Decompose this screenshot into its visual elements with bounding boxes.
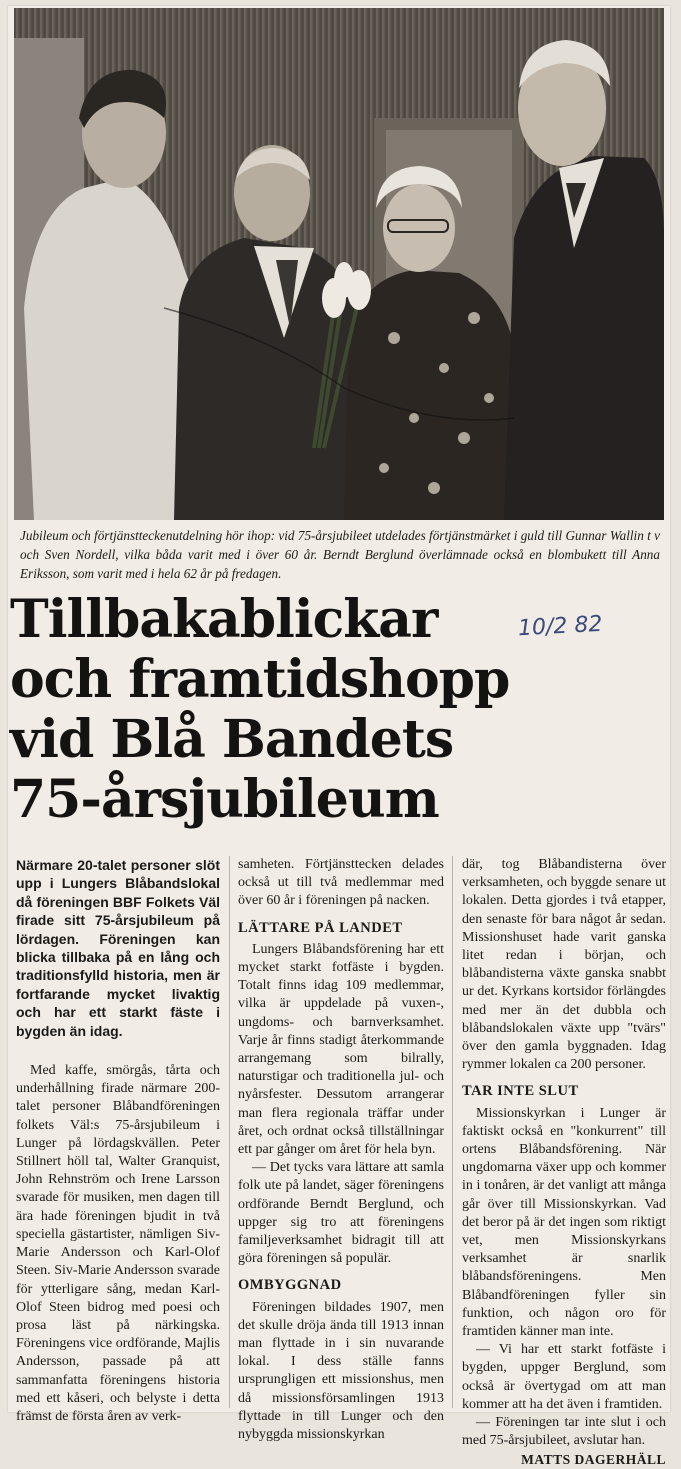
headline-line-3: vid Blå Bandets [10,709,454,770]
byline: MATTS DAGERHÄLL [521,1451,666,1467]
headline-line-1: Tillbakablickar [10,589,438,650]
body-paragraph: Föreningen bildades 1907, men det skulle dröja ända till 1913 innan man flyttade in i sin nuvarande lokal. I dess ställe fanns ursprungligen ett missionshus, men då missionsförsamlingen 1913 flyttade in till Lunger och den nybyggda missionskyrkan [238,1299,444,1443]
body-paragraph: Lungers Blåbandsförening har ett mycket starkt fotfäste i bygden. Totalt finns idag 109 medlemmar, vilka är uppdelade på vuxen-, ungdoms- och barnverksamhet. Varje år finns stadigt återkommande arrangemang som bilrally, naturstigar och traditionella jul- och nyårsfester. Dessutom arrangerar man flera regionala träffar under året, och ordnat också tillställningar ett par gånger om året för hela byn. [238,941,444,1158]
body-paragraph: — Det tycks vara lättare att samla folk ute på landet, säger föreningens ordförande Berndt Berglund, och uppger sig tro att föreningens familjeverksamhet bidragit till att göra föreningen så populär. [238,1160,444,1267]
body-paragraph: samheten. Förtjänsttecken delades också ut till två medlemmar med över 60 år i föreningen på nacken. [238,857,444,909]
body-paragraph: Missionskyrkan i Lunger är faktiskt också en "konkurrent" till ortens Blåbandsförening. När ungdomarna växer upp och kommer in i tonåren, är det vanligt att många går över till Missionskyrkan. Vad det beror på är det ingen som riktigt vet, men Missionskyrkans verksamhet är snarlik blåbandsföreningens. Men Blåbandföreningen fyller sin funktion, och någon oro för framtiden känner man inte. [462,1105,666,1340]
newspaper-clipping [8,6,670,1467]
column-divider [229,856,230,1408]
lead-paragraph: Närmare 20-talet personer slöt upp i Lungers Blåbandslokal då föreningen BBF Folkets Väl firade sitt 75-årsjubileum på lördagen. Föreningen kan blicka tillbaka på en lång och traditionsfylld historia, men är fortfarande mycket livaktig och har ett starkt fäste i bygden än idag. [16,857,220,1039]
body-paragraph: Med kaffe, smörgås, tårta och underhållning firade närmare 200-talet personer Blåbandföreningen folkets Väl:s 75-årsjubileum i Lunger på lördagskvällen. Peter Stillnert höll tal, Walter Granquist, John Rehnström och Irene Larsson svarade för musiken, men dagen till ära hade föreningen bjudit in två speciella gästartister, nämligen Siv-Marie Andersson och Karl-Olof Steen. Siv-Marie Andersson svarade för ytterligare sång, medan Karl-Olof Steen bidrog med poesi och prosa läst på närkingska. Föreningens vice ordförande, Majlis Andersson, passade på att sammanfatta föreningens historia med ett kåseri, och belyste i detta främst de första åren av verk- [16,1063,220,1424]
headline-line-4: 75-årsjubileum [10,769,439,830]
news-photo [14,8,664,520]
column-3 [462,856,666,1469]
body-paragraph: där, tog Blåbandisterna över verksamheten, och byggde senare ut lokalen. Detta gjordes i två etapper, den senaste för bara något år sedan. Missionshuset hade varit ganska litet redan i början, och blåbandisterna växte ganska snabbt ur det. Kyrkans kortsidor förlängdes med mer än det dubbla och blåbandslokalen växte upp "tvärs" över den gamla byggnaden. Idag rymmer lokalen ca 200 personer. [462,857,666,1073]
column-1 [16,856,220,1426]
handwritten-date: 10/2 82 [517,611,603,642]
column-divider [452,856,453,1408]
subheading: OMBYGGNAD [238,1277,342,1294]
body-paragraph: — Föreningen tar inte slut i och med 75-årsjubileet, avslutar han. [462,1415,666,1449]
subheading: LÄTTARE PÅ LANDET [238,919,403,936]
column-2 [238,856,444,1444]
body-paragraph: — Vi har ett starkt fotfäste i bygden, uppger Berglund, som också är övertygad om att man kommer att ha det även i framtiden. [462,1342,666,1412]
headline-line-2: och framtidshopp [10,649,510,710]
photo-illustration [14,8,664,520]
photo-caption: Jubileum och förtjänstteckenutdelning hör ihop: vid 75-årsjubileet utdelades förtjänstmärket i guld till Gunnar Wallin t v och Sven Nordell, vilka båda varit med i över 60 år. Berndt Berglund överlämnade också en blombukett till Anna Eriksson, som varit med i hela 62 år på fredagen. [20,528,660,581]
subheading: TAR INTE SLUT [462,1083,579,1100]
